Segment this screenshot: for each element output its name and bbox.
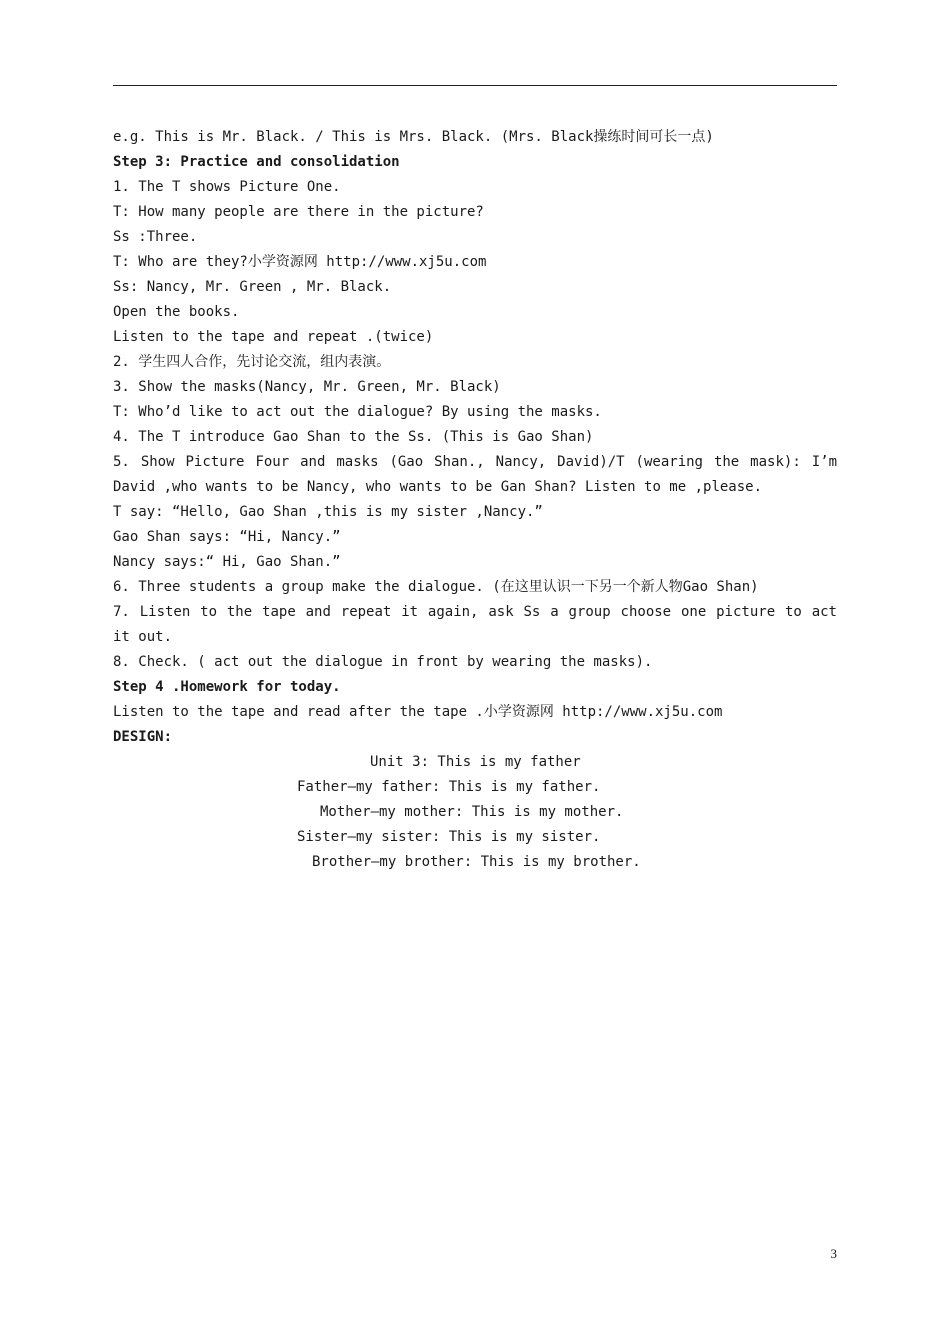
- dialogue-line: Ss: Nancy, Mr. Green , Mr. Black.: [113, 279, 392, 295]
- step-item: 8. Check. ( act out the dialogue in front by wearing the masks).: [113, 654, 653, 670]
- design-line: Mother—my mother: This is my mother.: [320, 804, 624, 820]
- dialogue-line: Ss :Three.: [113, 229, 198, 245]
- dialogue-line: T: Who are they?小学资源网 http://www.xj5u.com: [113, 254, 487, 270]
- step-item: 4. The T introduce Gao Shan to the Ss. (This is Gao Shan): [113, 429, 594, 445]
- design-line: Brother—my brother: This is my brother.: [312, 854, 641, 870]
- homework-line: Listen to the tape and read after the tape .小学资源网 http://www.xj5u.com: [113, 704, 723, 720]
- dialogue-line: Gao Shan says: “Hi, Nancy.”: [113, 529, 341, 545]
- header-rule: [113, 85, 837, 86]
- instruction-line: Open the books.: [113, 304, 240, 320]
- design-line: Father—my father: This is my father.: [297, 779, 601, 795]
- instruction-line: Listen to the tape and repeat .(twice): [113, 329, 434, 345]
- step-4-heading: Step 4 .Homework for today.: [113, 679, 341, 695]
- design-heading: DESIGN:: [113, 729, 173, 745]
- lesson-plan-body: [113, 125, 837, 875]
- step-item: 5. Show Picture Four and masks (Gao Shan., Nancy, David)/T (wearing the mask): I’m David ,who wants to be Nancy, who wants to be Gan Shan? Listen to me ,please.: [113, 454, 837, 495]
- step-item: 1. The T shows Picture One.: [113, 179, 341, 195]
- example-line: e.g. This is Mr. Black. / This is Mrs. Black. (Mrs. Black操练时间可长一点): [113, 129, 714, 145]
- blackboard-design: [113, 750, 837, 875]
- dialogue-line: T: How many people are there in the picture?: [113, 204, 484, 220]
- step-item: 7. Listen to the tape and repeat it again, ask Ss a group choose one picture to act it out.: [113, 604, 837, 645]
- design-title: Unit 3: This is my father: [370, 754, 581, 770]
- step-item: 2. 学生四人合作，先讨论交流，组内表演。: [113, 354, 391, 370]
- step-item: 3. Show the masks(Nancy, Mr. Green, Mr. Black): [113, 379, 501, 395]
- dialogue-line: T say: “Hello, Gao Shan ,this is my sister ,Nancy.”: [113, 504, 543, 520]
- dialogue-line: T: Who’d like to act out the dialogue? By using the masks.: [113, 404, 602, 420]
- step-3-heading: Step 3: Practice and consolidation: [113, 154, 400, 170]
- design-line: Sister—my sister: This is my sister.: [297, 829, 601, 845]
- dialogue-line: Nancy says:“ Hi, Gao Shan.”: [113, 554, 341, 570]
- step-item: 6. Three students a group make the dialogue. (在这里认识一下另一个新人物Gao Shan): [113, 579, 759, 595]
- page-number: 3: [830, 1246, 837, 1261]
